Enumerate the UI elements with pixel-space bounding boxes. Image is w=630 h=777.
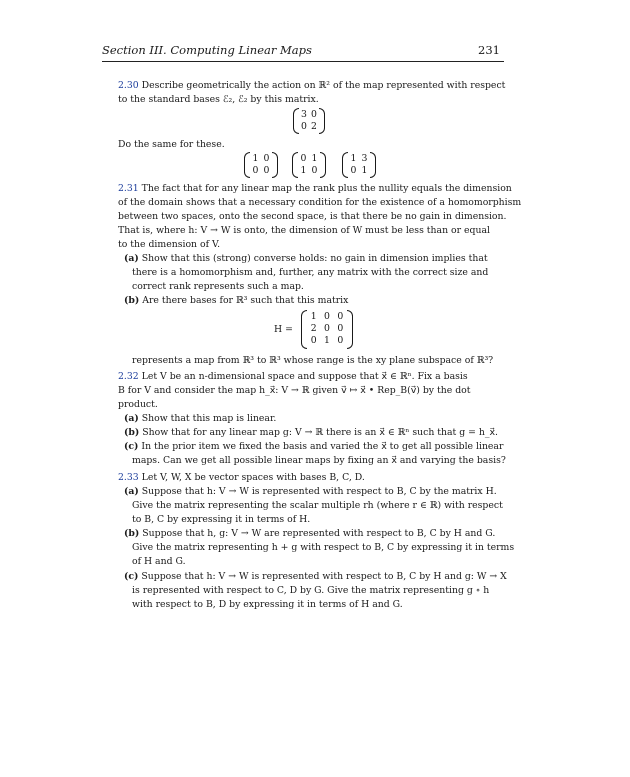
exercise-number-2-32[interactable]: 2.32 — [118, 371, 139, 382]
exercise-number-2-30[interactable]: 2.30 — [118, 80, 139, 91]
exercise-2-31-line-5: to the dimension of V. — [118, 239, 221, 250]
matrix-cell: 3 — [301, 109, 307, 120]
exercise-2-33-a-line-2: Give the matrix representing the scalar multiple rh (where r ∈ ℝ) with respect — [132, 500, 503, 511]
exercise-number-2-31[interactable]: 2.31 — [118, 183, 139, 194]
matrix-cell: 0 — [252, 165, 259, 176]
exercise-2-31-b-line-2: represents a map from ℝ³ to ℝ³ whose range is the xy plane subspace of ℝ³? — [132, 355, 494, 366]
matrix-cell: 0 — [350, 165, 357, 176]
exercise-2-32-b: (b) Show that for any linear map g: V → ℝ there is an x⃗ ∈ ℝⁿ such that g = h_x⃗. — [124, 427, 498, 438]
matrix-H — [301, 310, 353, 349]
exercise-2-33-c-line-2: is represented with respect to C, D by G. Give the matrix representing g ∘ h — [132, 585, 490, 596]
matrix-cell: 1 — [361, 165, 368, 176]
running-header-section: Section III. Computing Linear Maps — [102, 43, 312, 57]
matrix-cell: 1 — [310, 311, 317, 322]
exercise-2-32-c-line-1: (c) In the prior item we fixed the basis and varied the x⃗ to get all possible linear — [124, 441, 504, 452]
matrix-cell: 0 — [300, 153, 307, 164]
matrix-cell: 0 — [263, 153, 270, 164]
matrix-cell: 1 — [300, 165, 307, 176]
exercise-2-33-b-line-2: Give the matrix representing h + g with respect to B, C by expressing it in terms — [132, 542, 515, 553]
exercise-2-31-line-2: of the domain shows that a necessary condition for the existence of a homomorphism — [118, 197, 522, 208]
matrix-cell: 1 — [252, 153, 259, 164]
exercise-2-31-line-3: between two spaces, onto the second space, is that there be no gain in dimension. — [118, 211, 507, 222]
matrix-cell: 2 — [310, 323, 317, 334]
matrix-H-label: H = — [274, 324, 293, 335]
matrix-cell: 0 — [311, 165, 318, 176]
exercise-2-32-a: (a) Show that this map is linear. — [124, 413, 277, 424]
exercise-2-30-line-2: to the standard bases ℰ₂, ℰ₂ by this matrix. — [118, 94, 319, 105]
matrix-cell: 0 — [311, 109, 317, 120]
exercise-2-32-c-line-2: maps. Can we get all possible linear maps by fixing an x⃗ and varying the basis? — [132, 455, 506, 466]
matrix-2-30-a — [244, 152, 278, 178]
exercise-number-2-33[interactable]: 2.33 — [118, 472, 139, 483]
exercise-2-33-a-line-1: (a) Suppose that h: V → W is represented with respect to B, C by the matrix H. — [124, 486, 497, 497]
matrix-cell: 0 — [324, 311, 330, 322]
matrix-cell: 2 — [311, 121, 317, 132]
matrix-cell: 3 — [361, 153, 368, 164]
exercise-2-33-c-line-1: (c) Suppose that h: V → W is represented with respect to B, C by H and g: W → X — [124, 571, 507, 582]
exercise-2-31-a-line-3: correct rank represents such a map. — [132, 281, 304, 292]
page-number: 231 — [478, 43, 500, 57]
exercise-2-33-line-1: 2.33 Let V, W, X be vector spaces with bases B, C, D. — [118, 472, 365, 483]
exercise-2-30-same: Do the same for these. — [118, 139, 225, 150]
matrix-2-30 — [293, 108, 325, 134]
matrix-cell: 0 — [301, 121, 307, 132]
matrix-2-30-b — [292, 152, 326, 178]
matrix-cell: 0 — [337, 311, 344, 322]
exercise-2-31-a-line-2: there is a homomorphism and, further, any matrix with the correct size and — [132, 267, 489, 278]
exercise-2-32-line-3: product. — [118, 399, 158, 410]
exercise-2-33-c-line-3: with respect to B, D by expressing it in terms of H and G. — [132, 599, 403, 610]
matrix-cell: 1 — [324, 335, 330, 346]
matrix-cell: 1 — [350, 153, 357, 164]
header-rule — [102, 61, 504, 62]
exercise-2-31-a-line-1: (a) Show that this (strong) converse holds: no gain in dimension implies that — [124, 253, 488, 264]
matrix-cell: 0 — [263, 165, 270, 176]
exercise-2-32-line-2: B for V and consider the map h_x⃗: V → ℝ given v⃗ ↦ x⃗ • Rep_B(v⃗) by the dot — [118, 385, 471, 396]
matrix-2-30-c — [342, 152, 376, 178]
exercise-2-31-b-line-1: (b) Are there bases for ℝ³ such that this matrix — [124, 295, 349, 306]
matrix-cell: 0 — [337, 335, 344, 346]
matrix-cell: 0 — [324, 323, 330, 334]
exercise-2-33-b-line-1: (b) Suppose that h, g: V → W are represented with respect to B, C by H and G. — [124, 528, 496, 539]
exercise-2-31-line-4: That is, where h: V → W is onto, the dimension of W must be less than or equal — [118, 225, 490, 236]
exercise-2-32-line-1: 2.32 Let V be an n-dimensional space and suppose that x⃗ ∈ ℝⁿ. Fix a basis — [118, 371, 468, 382]
exercise-2-33-b-line-3: of H and G. — [132, 556, 186, 567]
exercise-2-33-a-line-3: to B, C by expressing it in terms of H. — [132, 514, 311, 525]
exercise-2-30-line-1: 2.30 Describe geometrically the action on ℝ² of the map represented with respect — [118, 80, 506, 91]
matrix-cell: 1 — [311, 153, 318, 164]
matrix-cell: 0 — [337, 323, 344, 334]
exercise-2-31-line-1: 2.31 The fact that for any linear map the rank plus the nullity equals the dimension — [118, 183, 512, 194]
matrix-cell: 0 — [310, 335, 317, 346]
